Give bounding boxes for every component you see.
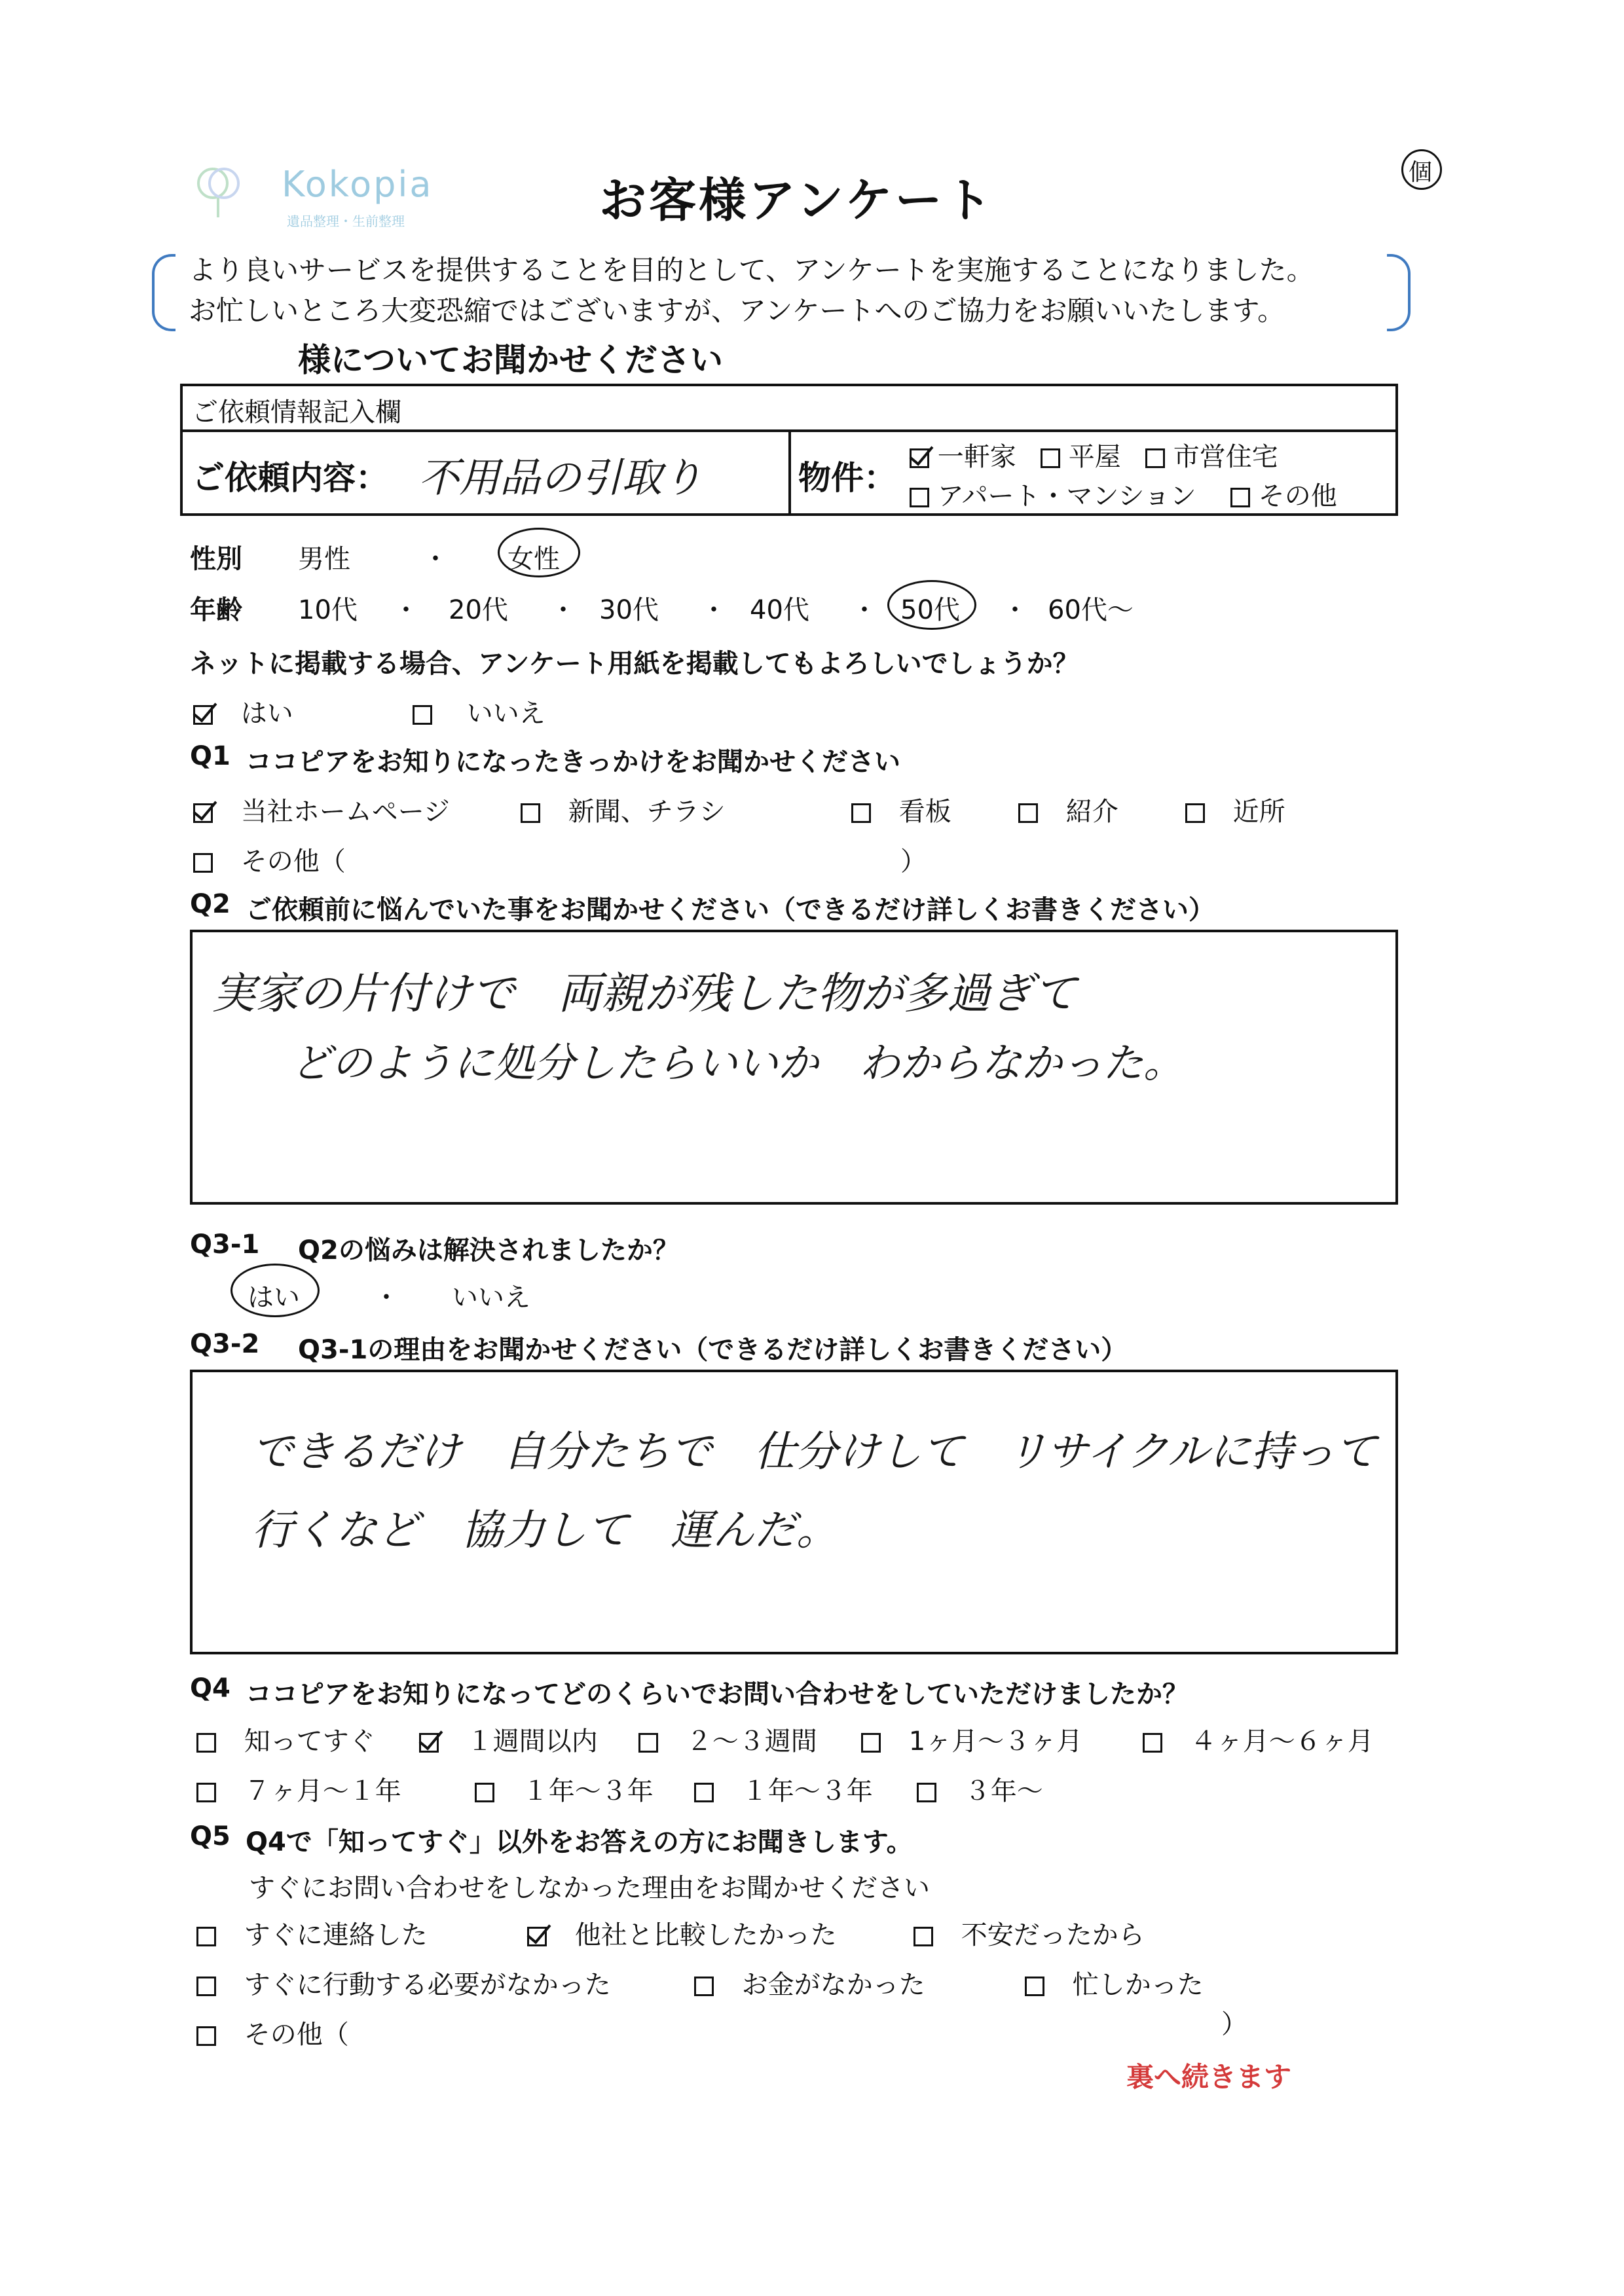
net-consent-yes[interactable] [193, 693, 293, 730]
age-separator: ・ [701, 595, 727, 625]
net-consent-yes-checkbox[interactable] [193, 705, 213, 725]
continue-note: 裏へ続きます [1126, 2061, 1292, 2093]
q5-option-2[interactable] [913, 1914, 1145, 1952]
q5-other-close: ） [1221, 2009, 1247, 2039]
q1-checkbox-2[interactable] [851, 803, 871, 823]
q4-option-label: ７ヶ月〜１年 [244, 1776, 401, 1806]
q1-other-label: その他（ [240, 847, 346, 877]
property-option-4[interactable] [1230, 475, 1337, 513]
q4-option-4[interactable] [1143, 1721, 1374, 1758]
q3-2-answer-box[interactable] [190, 1370, 1398, 1654]
age-separator: ・ [393, 595, 419, 625]
property-option-label: 平屋 [1068, 442, 1121, 472]
q2-question: ご依頼前に悩んでいた事をお聞かせください（できるだけ詳しくお書きください） [246, 895, 1215, 925]
q3-1-yes[interactable]: はい [248, 1283, 300, 1313]
q3-1-no[interactable]: いいえ [452, 1283, 530, 1313]
q5-checkbox-4[interactable] [694, 1977, 714, 1996]
property-option-label: その他 [1258, 481, 1337, 511]
q4-option-label: 知ってすぐ [244, 1726, 375, 1757]
q4-option-label: １年〜３年 [522, 1776, 654, 1806]
q1-option-1[interactable] [521, 791, 726, 828]
q5-checkbox-2[interactable] [913, 1927, 933, 1946]
q3-1-number: Q3-1 [190, 1230, 260, 1260]
q5-subquestion: すぐにお問い合わせをしなかった理由をお聞かせください [249, 1873, 930, 1903]
request-info-table [180, 384, 1398, 516]
gender-selected-mark [498, 528, 580, 577]
gender-male[interactable]: 男性 [298, 544, 350, 574]
property-option-0[interactable] [910, 436, 1016, 473]
q2-answer-box[interactable] [190, 930, 1398, 1205]
age-option-2[interactable]: 30代 [599, 595, 659, 625]
q4-checkbox-3[interactable] [861, 1733, 881, 1753]
privacy-mark-text: 個 [1409, 159, 1433, 186]
net-consent-no-checkbox[interactable] [413, 705, 432, 725]
privacy-mark [1401, 149, 1442, 190]
q1-checkbox-0[interactable] [193, 803, 213, 823]
property-checkbox-1[interactable] [1041, 448, 1060, 468]
property-option-label: 一軒家 [937, 442, 1016, 472]
q5-option-1[interactable] [527, 1914, 837, 1952]
q5-option-label: 不安だったから [961, 1920, 1145, 1950]
net-consent-no[interactable] [413, 693, 545, 730]
logo-mark-icon [196, 157, 242, 223]
property-checkbox-0[interactable] [910, 448, 929, 468]
net-consent-yes-label: はい [240, 699, 293, 729]
request-content-label: ご依頼内容： [192, 459, 388, 497]
q5-question: Q4で「知ってすぐ」以外をお答えの方にお聞きします。 [246, 1827, 913, 1857]
intro-bracket-left [152, 254, 175, 331]
q4-option-label: ４ヶ月〜６ヶ月 [1190, 1726, 1374, 1757]
q1-checkbox-4[interactable] [1185, 803, 1205, 823]
q3-2-question: Q3-1の理由をお聞かせください（できるだけ詳しくお書きください） [298, 1335, 1128, 1365]
age-option-1[interactable]: 20代 [449, 595, 508, 625]
q5-option-5[interactable] [1025, 1964, 1204, 2001]
q5-option-0[interactable] [196, 1914, 428, 1952]
q4-checkbox-2[interactable] [638, 1733, 658, 1753]
intro-line-1: より良いサービスを提供することを目的として、アンケートを実施することになりました。 [189, 254, 1314, 286]
q3-1-separator: ・ [373, 1283, 399, 1313]
age-separator: ・ [1002, 595, 1028, 625]
age-label: 年齢 [190, 595, 242, 625]
page-title: お客様アンケート [599, 173, 995, 228]
q1-option-2[interactable] [851, 791, 951, 828]
q1-option-label: 新聞、チラシ [568, 797, 726, 827]
q4-option-label: ２〜３週間 [686, 1726, 817, 1757]
request-info-header: ご依頼情報記入欄 [192, 397, 401, 428]
q1-checkbox-3[interactable] [1018, 803, 1038, 823]
q5-option-3[interactable] [196, 1964, 611, 2001]
net-consent-no-label: いいえ [466, 699, 545, 729]
q4-checkbox-7[interactable] [694, 1783, 714, 1802]
q4-checkbox-0[interactable] [196, 1733, 216, 1753]
q1-option-4[interactable] [1185, 791, 1285, 828]
q5-option-label: 他社と比較したかった [574, 1920, 837, 1950]
q4-option-3[interactable] [861, 1721, 1082, 1758]
intro-line-2: お忙しいところ大変恐縮ではございますが、アンケートへのご協力をお願いいたします。 [189, 295, 1285, 327]
q1-option-3[interactable] [1018, 791, 1118, 828]
property-checkbox-2[interactable] [1145, 448, 1165, 468]
q1-option-label: 当社ホームページ [240, 797, 450, 827]
q1-option-label: 看板 [898, 797, 951, 827]
q5-other-label: その他（ [244, 2020, 349, 2050]
property-label: 物件： [798, 459, 896, 497]
q4-checkbox-1[interactable] [419, 1733, 439, 1753]
age-option-0[interactable]: 10代 [298, 595, 358, 625]
q2-answer-line-1: 実家の片付けで 両親が残した物が多過ぎて [212, 968, 1077, 1019]
q4-number: Q4 [190, 1673, 231, 1704]
q1-other-checkbox[interactable] [193, 853, 213, 873]
property-checkbox-4[interactable] [1230, 488, 1250, 507]
q5-checkbox-3[interactable] [196, 1977, 216, 1996]
q3-2-answer-line-1: できるだけ 自分たちで 仕分けして リサイクルに持って [251, 1428, 1377, 1476]
q1-option-label: 紹介 [1065, 797, 1118, 827]
property-option-1[interactable] [1041, 436, 1121, 473]
net-consent-question: ネットに掲載する場合、アンケート用紙を掲載してもよろしいでしょうか？ [190, 649, 1079, 679]
logo-name: Kokopia [282, 164, 434, 205]
q4-checkbox-5[interactable] [196, 1783, 216, 1802]
q4-option-label: 1ヶ月〜３ヶ月 [908, 1726, 1083, 1757]
section-heading: 様についてお聞かせください [298, 341, 723, 379]
q4-option-label: １週間以内 [466, 1726, 598, 1757]
q1-number: Q1 [190, 741, 231, 771]
q5-checkbox-1[interactable] [527, 1927, 547, 1946]
age-separator: ・ [851, 595, 877, 625]
q4-option-1[interactable] [419, 1721, 598, 1758]
property-checkbox-3[interactable] [910, 488, 929, 507]
q5-checkbox-5[interactable] [1025, 1977, 1044, 1996]
logo-tagline: 遺品整理・生前整理 [287, 213, 405, 229]
q5-checkbox-0[interactable] [196, 1927, 216, 1946]
property-option-3[interactable] [910, 475, 1196, 513]
q4-checkbox-4[interactable] [1143, 1733, 1162, 1753]
q1-checkbox-1[interactable] [521, 803, 540, 823]
q1-option-label: 近所 [1232, 797, 1285, 827]
q4-checkbox-8[interactable] [917, 1783, 936, 1802]
q5-option-label: お金がなかった [741, 1970, 925, 2000]
q1-option-0[interactable] [193, 791, 450, 828]
q5-number: Q5 [190, 1821, 231, 1851]
q4-question: ココピアをお知りになってどのくらいでお問い合わせをしていただけましたか？ [246, 1679, 1189, 1709]
q5-other[interactable] [196, 2014, 349, 2051]
q4-option-8[interactable] [917, 1770, 1043, 1808]
age-option-4[interactable]: 50代 [900, 595, 960, 625]
property-option-2[interactable] [1145, 436, 1278, 473]
age-option-3[interactable]: 40代 [750, 595, 809, 625]
age-selected-mark [887, 580, 976, 630]
q1-other-close: ） [900, 847, 927, 877]
q5-option-label: すぐに連絡した [244, 1920, 428, 1950]
q4-checkbox-6[interactable] [475, 1783, 494, 1802]
q4-option-6[interactable] [475, 1770, 654, 1808]
gender-female[interactable]: 女性 [507, 544, 560, 574]
gender-label: 性別 [190, 544, 242, 574]
q3-2-answer-line-2: 行くなど 協力して 運んだ。 [251, 1506, 838, 1555]
age-option-5[interactable]: 60代〜 [1048, 595, 1134, 625]
q5-other-checkbox[interactable] [196, 2026, 216, 2046]
q4-option-0[interactable] [196, 1721, 375, 1758]
q4-option-label: ３年〜 [964, 1776, 1043, 1806]
q1-other[interactable] [193, 841, 346, 878]
q4-option-2[interactable] [638, 1721, 817, 1758]
q4-option-5[interactable] [196, 1770, 401, 1808]
request-content-value[interactable]: 不用品の引取り [418, 454, 703, 501]
q5-option-label: 忙しかった [1072, 1970, 1204, 2000]
q3-1-selected-mark [231, 1264, 320, 1317]
intro-bracket-right [1387, 254, 1411, 331]
gender-separator: ・ [422, 544, 449, 574]
q1-question: ココピアをお知りになったきっかけをお聞かせください [246, 747, 900, 777]
request-vertical-divider [788, 429, 791, 516]
q4-option-label: １年〜３年 [741, 1776, 873, 1806]
q2-answer-line-2: どのように処分したらいいか わからなかった。 [291, 1039, 1185, 1087]
q5-option-label: すぐに行動する必要がなかった [244, 1970, 611, 2000]
age-separator: ・ [550, 595, 576, 625]
property-option-label: 市営住宅 [1173, 442, 1278, 472]
property-option-label: アパート・マンション [937, 481, 1196, 511]
q3-2-number: Q3-2 [190, 1329, 260, 1359]
q3-1-question: Q2の悩みは解決されましたか？ [298, 1235, 679, 1266]
q4-option-7[interactable] [694, 1770, 873, 1808]
q2-number: Q2 [190, 889, 231, 919]
q5-option-4[interactable] [694, 1964, 925, 2001]
